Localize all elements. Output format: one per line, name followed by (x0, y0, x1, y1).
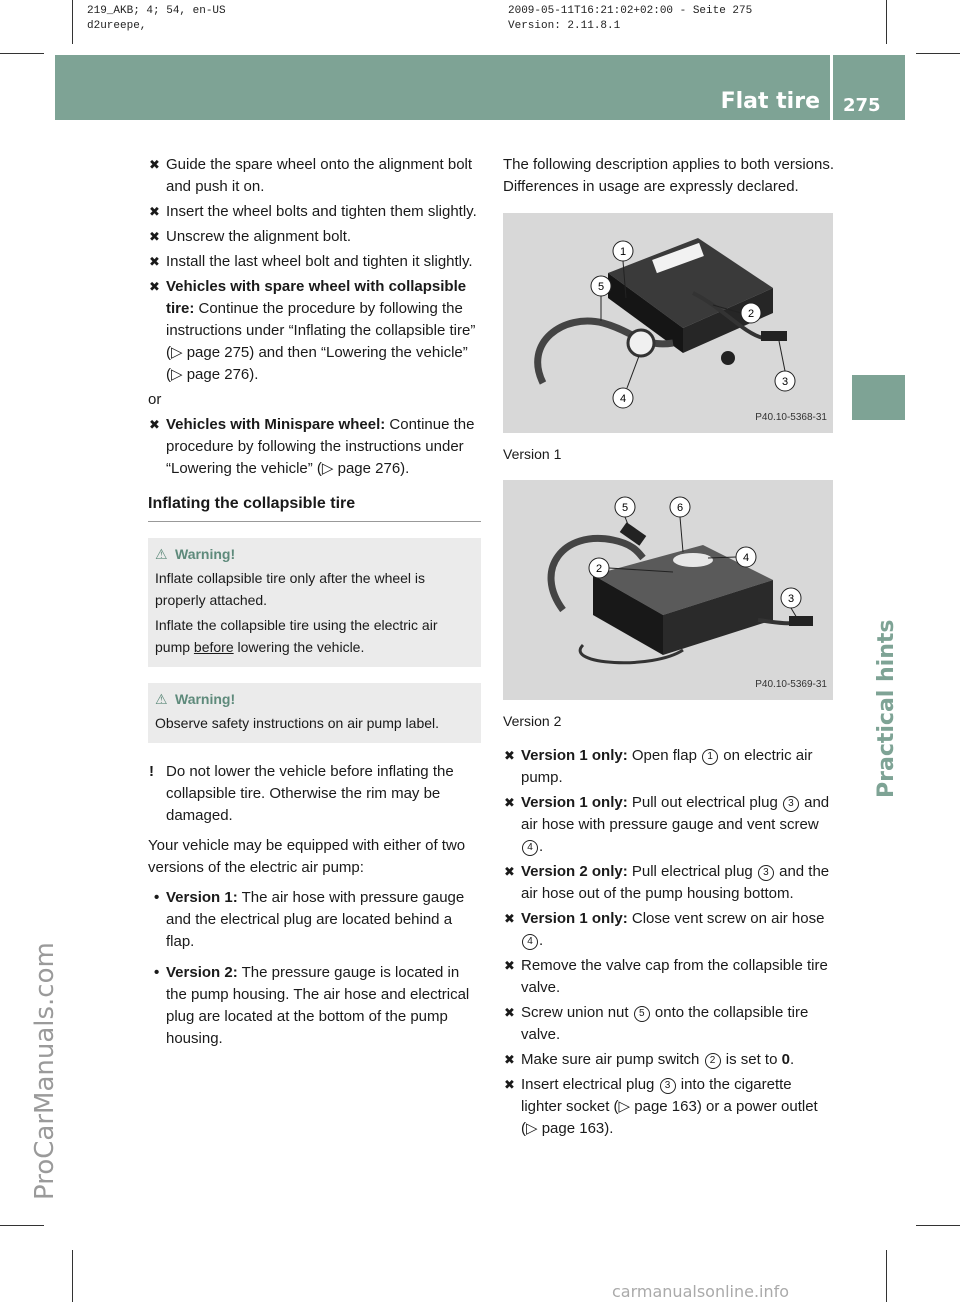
left-column (148, 154, 481, 1059)
page-ref-icon: ▷ (618, 1098, 631, 1115)
step-text: Make sure air pump switch (521, 1051, 704, 1068)
caution-note (148, 761, 481, 827)
crop-mark (886, 0, 887, 44)
crop-mark (72, 0, 73, 44)
step-bold: Version 1 only: (521, 794, 628, 811)
arrow-icon: ✖ (504, 1005, 515, 1020)
step-bold: Version 2 only: (521, 863, 628, 880)
meta-line: 2009-05-11T16:21:02+02:00 - Seite 275 (508, 5, 753, 17)
bullet-bold: Version 2: (166, 964, 238, 981)
step-text: Continue the procedure by following the instructions under “Lowering the vehicle” ( (166, 416, 475, 477)
step-item (148, 201, 481, 223)
chapter-tab (852, 375, 905, 420)
step-item (503, 745, 835, 789)
crop-mark (916, 1225, 960, 1226)
watermark: ProCarManuals.com (30, 942, 60, 1200)
callout-4: 4 (619, 393, 627, 405)
arrow-icon: ✖ (504, 958, 515, 973)
step-text: page 276). (182, 366, 259, 383)
step-text: . (539, 838, 544, 855)
meta-line: d2ureepe, (87, 20, 147, 32)
callout-3: 3 (781, 376, 789, 388)
step-text: page 276). (333, 460, 410, 477)
footer-watermark: carmanualsonline.info (612, 1282, 790, 1301)
crop-mark (72, 1250, 73, 1302)
step-item (148, 251, 481, 273)
step-text: . (789, 1051, 795, 1068)
callout-2: 2 (747, 308, 755, 320)
warning-text-part: lowering the vehicle. (233, 639, 365, 655)
arrow-icon: ✖ (149, 279, 160, 294)
intro-text: The following description applies to both versions. Differences in usage are expressly declared. (503, 156, 835, 195)
page-ref-icon: ▷ (321, 460, 334, 477)
step-bold: Vehicles with spare wheel with collapsible tire: (166, 278, 467, 317)
step-item (148, 226, 481, 248)
arrow-icon: ✖ (504, 1077, 515, 1092)
figure-caption: Version 1 (503, 446, 562, 462)
callout-2: 2 (595, 563, 603, 575)
step-text: Insert electrical plug (521, 1076, 659, 1093)
callout-number: 5 (634, 1006, 650, 1022)
step-text: is set to (721, 1051, 782, 1068)
page-ref-icon: ▷ (526, 1120, 538, 1137)
figure-code: P40.10-5369-31 (755, 679, 827, 690)
step-text: and the air hose out of the pump housing bottom. (521, 863, 830, 902)
chapter-label: Practical hints (874, 619, 899, 798)
arrow-icon: ✖ (504, 795, 515, 810)
step-item (148, 154, 481, 198)
warning-box (148, 538, 481, 667)
callout-5: 5 (621, 502, 629, 514)
step-text: Close vent screw on air hose (627, 910, 825, 927)
step-item (503, 908, 835, 952)
step-text: Unscrew the alignment bolt. (166, 228, 352, 245)
list-item (148, 887, 481, 953)
crop-mark (886, 1250, 887, 1302)
warning-title (155, 543, 474, 565)
callout-number: 3 (783, 796, 799, 812)
callout-4: 4 (742, 552, 750, 564)
warning-box (148, 683, 481, 743)
bullet-text: The pressure gauge is located in the pump housing. The air hose and electrical plug are located at the bottom of the pump housing. (166, 964, 470, 1047)
warning-title (155, 688, 474, 710)
step-item (503, 1074, 835, 1140)
step-text: into the cigarette lighter socket ( (521, 1076, 792, 1115)
page-ref-icon: ▷ (171, 344, 183, 361)
warning-text: Inflate collapsible tire only after the wheel is properly attached. (155, 570, 426, 608)
warning-underline: before (193, 639, 234, 655)
figure-code: P40.10-5368-31 (755, 412, 827, 423)
callout-number: 1 (702, 749, 718, 765)
callout-5: 5 (597, 281, 605, 293)
warning-title-text: Warning! (175, 691, 236, 707)
step-text: page 275) and then “Lowering the vehicle” ( (166, 344, 468, 383)
step-item (503, 1002, 835, 1046)
bullet-icon: • (154, 889, 160, 906)
crop-mark (916, 53, 960, 54)
warning-text-part: Inflate the collapsible tire using the electric air pump (155, 617, 438, 655)
exclamation-icon: ! (149, 763, 154, 780)
arrow-icon: ✖ (504, 748, 515, 763)
callout-number: 4 (522, 934, 538, 950)
step-text: on electric air pump. (521, 747, 813, 786)
right-column (503, 154, 835, 1143)
air-pump-illustration (503, 480, 833, 700)
step-text: Install the last wheel bolt and tighten it slightly. (166, 253, 473, 270)
step-text: Pull electrical plug (627, 863, 757, 880)
bullet-icon: • (154, 964, 160, 981)
step-item (148, 414, 481, 480)
meta-line: Version: 2.11.8.1 (508, 20, 621, 32)
arrow-icon: ✖ (504, 911, 515, 926)
step-item (148, 276, 481, 386)
warning-icon: ⚠ (155, 691, 168, 707)
warning-text: Observe safety instructions on air pump label. (155, 715, 440, 731)
page-title: Flat tire (720, 89, 820, 114)
step-bold: Version 1 only: (521, 747, 628, 764)
step-bold: Vehicles with Minispare wheel: (166, 416, 386, 433)
warning-title-text: Warning! (175, 546, 236, 562)
callout-number: 2 (705, 1053, 721, 1069)
list-item (148, 962, 481, 1050)
arrow-icon: ✖ (149, 157, 160, 172)
arrow-icon: ✖ (149, 417, 160, 432)
step-text: page 163) or a power outlet ( (521, 1098, 818, 1137)
print-meta-right (508, 4, 752, 34)
step-item (503, 1049, 835, 1071)
step-text: . (539, 932, 544, 949)
header-divider (830, 55, 833, 120)
step-text: Guide the spare wheel onto the alignment bolt and push it on. (166, 156, 473, 195)
intro-text: Your vehicle may be equipped with either of two versions of the electric air pump: (148, 837, 466, 876)
air-pump-illustration (503, 213, 833, 433)
step-text: page 163). (537, 1120, 614, 1137)
step-text: and air hose with pressure gauge and vent screw (521, 794, 830, 833)
warning-icon: ⚠ (155, 546, 168, 562)
callout-1: 1 (619, 246, 627, 258)
step-bold: Version 1 only: (521, 910, 628, 927)
step-text: Open flap (627, 747, 702, 764)
arrow-icon: ✖ (149, 229, 160, 244)
crop-mark (0, 1225, 44, 1226)
callout-number: 4 (522, 840, 538, 856)
figure-version-1 (503, 213, 833, 433)
print-meta-left (87, 4, 226, 34)
bullet-bold: Version 1: (166, 889, 238, 906)
step-text: Screw union nut (521, 1004, 633, 1021)
figure-caption: Version 2 (503, 713, 562, 729)
arrow-icon: ✖ (504, 1052, 515, 1067)
step-item (503, 861, 835, 905)
callout-3: 3 (787, 593, 795, 605)
arrow-icon: ✖ (149, 204, 160, 219)
figure-version-2 (503, 480, 833, 700)
callout-number: 3 (758, 865, 774, 881)
warning-text (155, 614, 474, 658)
callout-6: 6 (676, 502, 684, 514)
step-text: Continue the procedure by following the instructions under “Inflating the collapsible tire” ( (166, 300, 476, 361)
section-heading: Inflating the collapsible tire (148, 493, 481, 522)
step-text: Remove the valve cap from the collapsible tire valve. (521, 957, 828, 996)
callout-number: 3 (660, 1078, 676, 1094)
step-item (503, 955, 835, 999)
or-text: or (148, 391, 162, 408)
page-number: 275 (843, 95, 881, 116)
step-text: onto the collapsible tire valve. (521, 1004, 809, 1043)
arrow-icon: ✖ (149, 254, 160, 269)
page-ref-icon: ▷ (171, 366, 183, 383)
step-item (503, 792, 835, 858)
step-bold: 0 (781, 1051, 790, 1068)
step-text: Insert the wheel bolts and tighten them slightly. (166, 203, 477, 220)
note-text: Do not lower the vehicle before inflating the collapsible tire. Otherwise the rim may be damaged. (166, 763, 454, 824)
bullet-text: The air hose with pressure gauge and the electrical plug are located behind a flap. (166, 889, 465, 950)
crop-mark (0, 53, 44, 54)
step-text: Pull out electrical plug (627, 794, 782, 811)
arrow-icon: ✖ (504, 864, 515, 879)
meta-line: 219_AKB; 4; 54, en-US (87, 5, 226, 17)
